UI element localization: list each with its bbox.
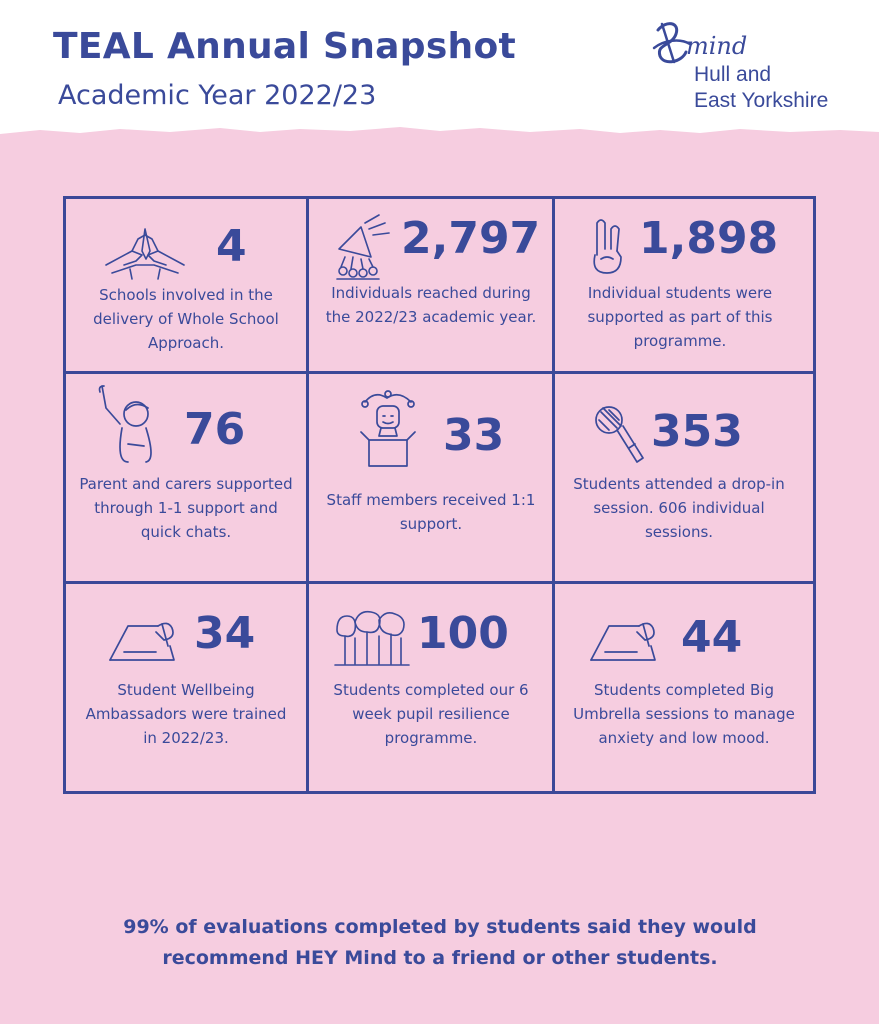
stat-description: Students completed our 6 week pupil resilience programme. xyxy=(333,681,529,747)
page-title: TEAL Annual Snapshot xyxy=(53,26,517,67)
stat-description: Student Wellbeing Ambassadors were trained in 2022/23. xyxy=(85,681,287,747)
stat-card-big-umbrella xyxy=(555,584,813,791)
logo-line-2: East Yorkshire xyxy=(694,89,829,112)
logo-wordmark: mind xyxy=(686,32,748,60)
stat-card-students-supported xyxy=(555,199,813,371)
stat-value: 34 xyxy=(194,608,256,659)
stat-description: Parent and carers supported through 1-1 support and quick chats. xyxy=(79,475,293,541)
stat-value: 2,797 xyxy=(401,213,541,264)
stat-value: 4 xyxy=(216,221,247,272)
stat-value: 76 xyxy=(184,404,246,455)
stat-description: Students completed Big Umbrella sessions to manage anxiety and low mood. xyxy=(573,681,795,747)
stat-value: 100 xyxy=(417,608,509,659)
stat-card-wellbeing-ambassadors xyxy=(66,584,306,791)
stat-card-drop-in xyxy=(555,374,813,581)
stats-grid xyxy=(63,196,816,794)
stat-card-staff-members xyxy=(309,374,552,581)
stat-value: 353 xyxy=(651,406,743,457)
joined-hands-icon xyxy=(102,225,188,285)
mind-logo xyxy=(650,18,860,118)
stat-description: Individual students were supported as part of this programme. xyxy=(587,284,773,350)
page-subtitle: Academic Year 2022/23 xyxy=(58,80,377,111)
stat-description: Schools involved in the delivery of Whole School Approach. xyxy=(93,286,279,352)
stat-value: 33 xyxy=(443,410,505,461)
stat-description: Staff members received 1:1 support. xyxy=(326,491,536,533)
stat-card-schools xyxy=(66,199,306,371)
waving-person-icon xyxy=(96,384,164,464)
stat-card-individuals-reached xyxy=(309,199,552,371)
megaphone-crowd-icon xyxy=(331,213,395,283)
scroll-mat-icon xyxy=(587,618,661,664)
stat-value: 1,898 xyxy=(639,213,779,264)
stat-value: 44 xyxy=(681,612,743,663)
jack-in-the-box-icon xyxy=(359,388,417,468)
scroll-mat-icon xyxy=(106,618,180,664)
stat-description: Individuals reached during the 2022/23 academic year. xyxy=(325,284,537,326)
footer-statement: 99% of evaluations completed by students said they would recommend HEY Mind to a friend or other students. xyxy=(123,916,757,969)
crossed-fingers-icon xyxy=(587,215,627,277)
microphone-icon xyxy=(593,404,647,468)
logo-line-1: Hull and xyxy=(694,63,772,86)
stat-card-parents-carers xyxy=(66,374,306,581)
stat-card-resilience xyxy=(309,584,552,791)
stat-description: Students attended a drop-in session. 606 individual sessions. xyxy=(573,475,785,541)
trees-icon xyxy=(333,608,411,668)
